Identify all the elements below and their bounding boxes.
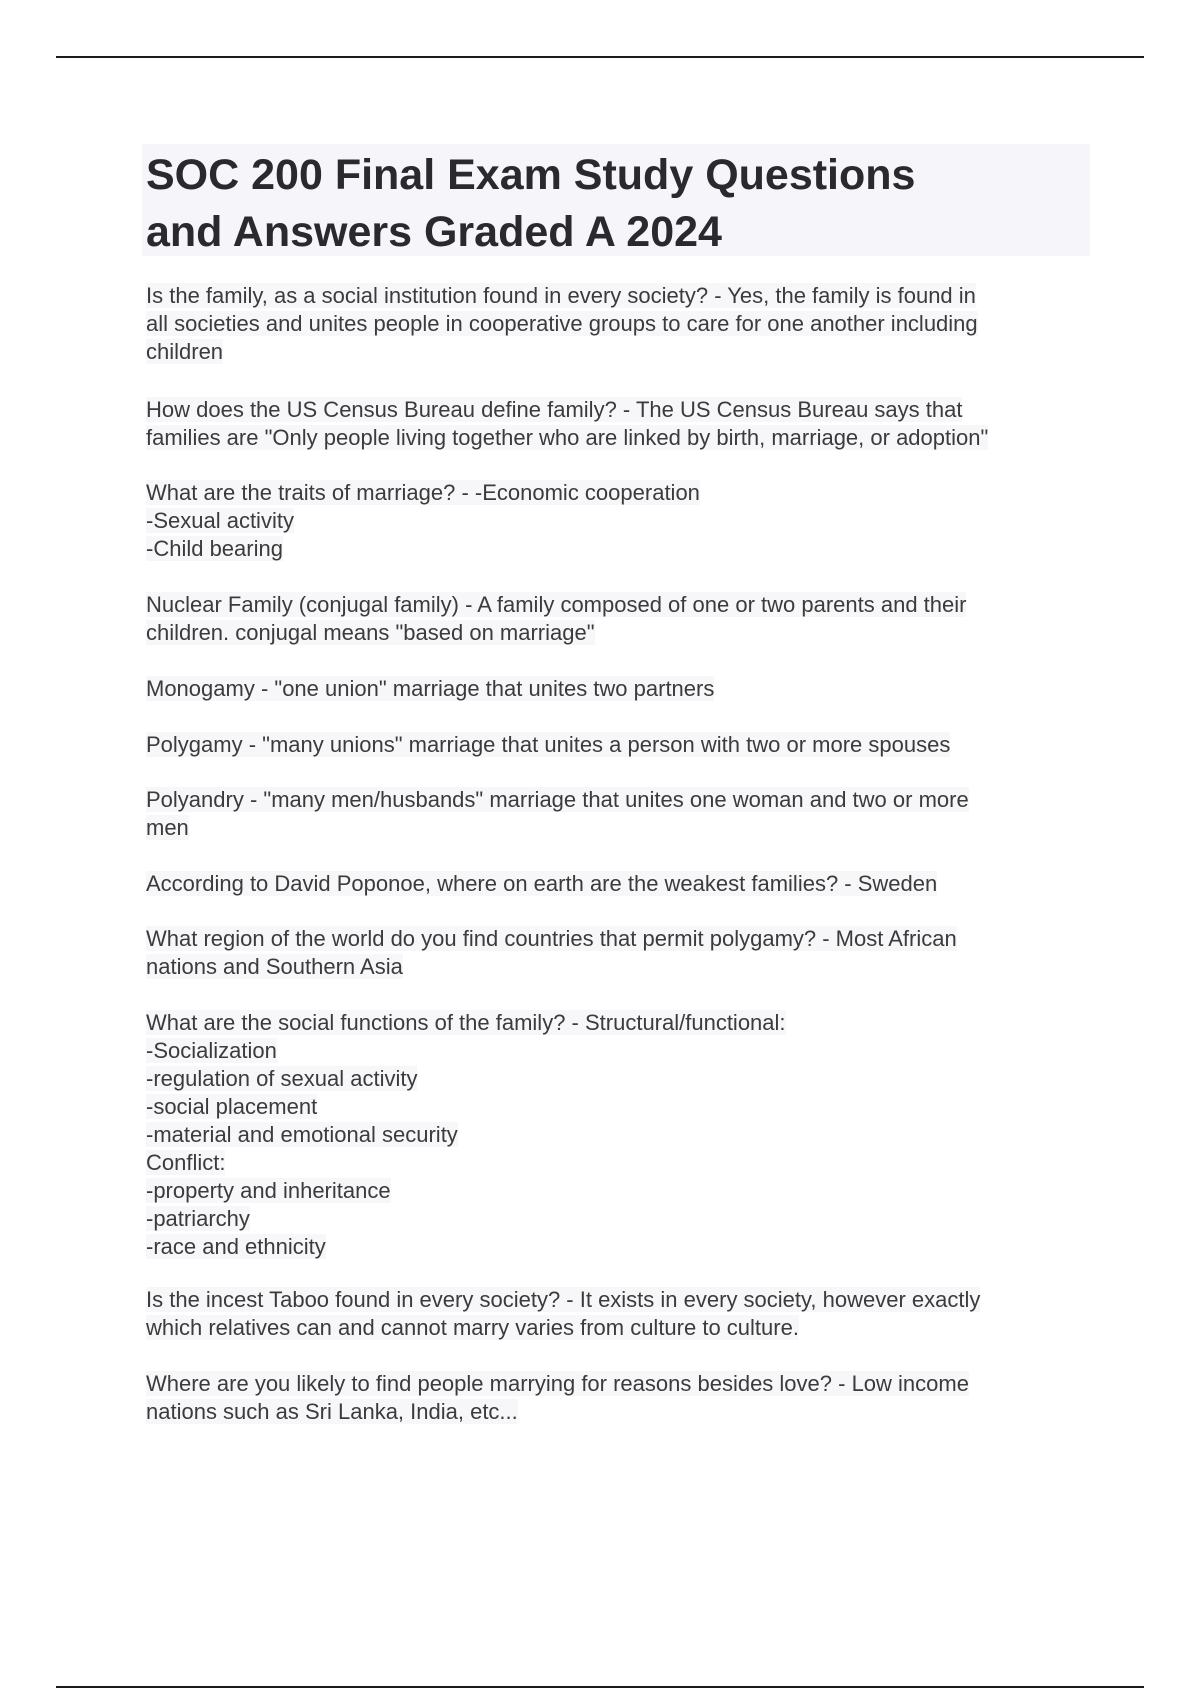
qa-entry-polygamy	[146, 731, 1086, 759]
qa-entry-marrying-besides-love	[146, 1370, 1086, 1426]
qa-text-line: which relatives can and cannot marry varies from culture to culture.	[146, 1315, 799, 1340]
qa-text-line: men	[146, 815, 189, 840]
qa-text-line: What are the traits of marriage? - -Economic cooperation	[146, 480, 700, 505]
qa-text-line: children	[146, 339, 224, 364]
qa-text-line: Polygamy - "many unions" marriage that unites a person with two or more spouses	[146, 732, 951, 757]
qa-text-line: -Socialization	[146, 1038, 277, 1063]
qa-text-line: nations such as Sri Lanka, India, etc...	[146, 1399, 518, 1424]
top-rule	[56, 56, 1144, 58]
title-line: and Answers Graded A 2024	[146, 208, 722, 256]
qa-text-line: Conflict:	[146, 1150, 226, 1175]
qa-text-line: -property and inheritance	[146, 1178, 391, 1203]
qa-text-line: Where are you likely to find people marrying for reasons besides love? - Low income	[146, 1371, 969, 1396]
qa-text-line: children. conjugal means "based on marriage"	[146, 620, 595, 645]
qa-text-line: How does the US Census Bureau define family? - The US Census Bureau says that	[146, 397, 963, 422]
qa-text-line: -material and emotional security	[146, 1122, 458, 1147]
qa-text-line: Is the family, as a social institution found in every society? - Yes, the family is found in	[146, 283, 976, 308]
qa-text-line: nations and Southern Asia	[146, 954, 403, 979]
qa-entry-census-definition	[146, 396, 1086, 452]
qa-entry-polygamy-regions	[146, 925, 1086, 981]
qa-text-line: Monogamy - "one union" marriage that unites two partners	[146, 676, 715, 701]
bottom-rule	[56, 1686, 1144, 1688]
qa-text-line: -social placement	[146, 1094, 318, 1119]
qa-entry-incest-taboo	[146, 1286, 1086, 1342]
title-line: SOC 200 Final Exam Study Questions	[146, 151, 916, 199]
qa-text-line: What are the social functions of the family? - Structural/functional:	[146, 1010, 786, 1035]
qa-text-line: -Child bearing	[146, 536, 283, 561]
qa-text-line: -regulation of sexual activity	[146, 1066, 418, 1091]
qa-text-line: all societies and unites people in cooperative groups to care for one another including	[146, 311, 978, 336]
qa-entry-monogamy	[146, 675, 1086, 703]
qa-text-line: Is the incest Taboo found in every society? - It exists in every society, however exactly	[146, 1287, 981, 1312]
qa-text-line: families are "Only people living together who are linked by birth, marriage, or adoption"	[146, 425, 989, 450]
qa-text-line: Nuclear Family (conjugal family) - A family composed of one or two parents and their	[146, 592, 967, 617]
qa-text-line: Polyandry - "many men/husbands" marriage that unites one woman and two or more	[146, 787, 969, 812]
qa-text-line: -Sexual activity	[146, 508, 294, 533]
qa-entry-family-universal	[146, 282, 1086, 366]
qa-text-line: -patriarchy	[146, 1206, 250, 1231]
qa-entry-social-functions	[146, 1009, 1086, 1261]
document-title	[146, 147, 1046, 261]
qa-text-line: What region of the world do you find countries that permit polygamy? - Most African	[146, 926, 957, 951]
qa-entry-nuclear-family	[146, 591, 1086, 647]
qa-entry-weakest-families	[146, 870, 1086, 898]
qa-entry-marriage-traits	[146, 479, 1086, 563]
qa-entry-polyandry	[146, 786, 1086, 842]
qa-text-line: According to David Poponoe, where on earth are the weakest families? - Sweden	[146, 871, 938, 896]
qa-text-line: -race and ethnicity	[146, 1234, 326, 1259]
